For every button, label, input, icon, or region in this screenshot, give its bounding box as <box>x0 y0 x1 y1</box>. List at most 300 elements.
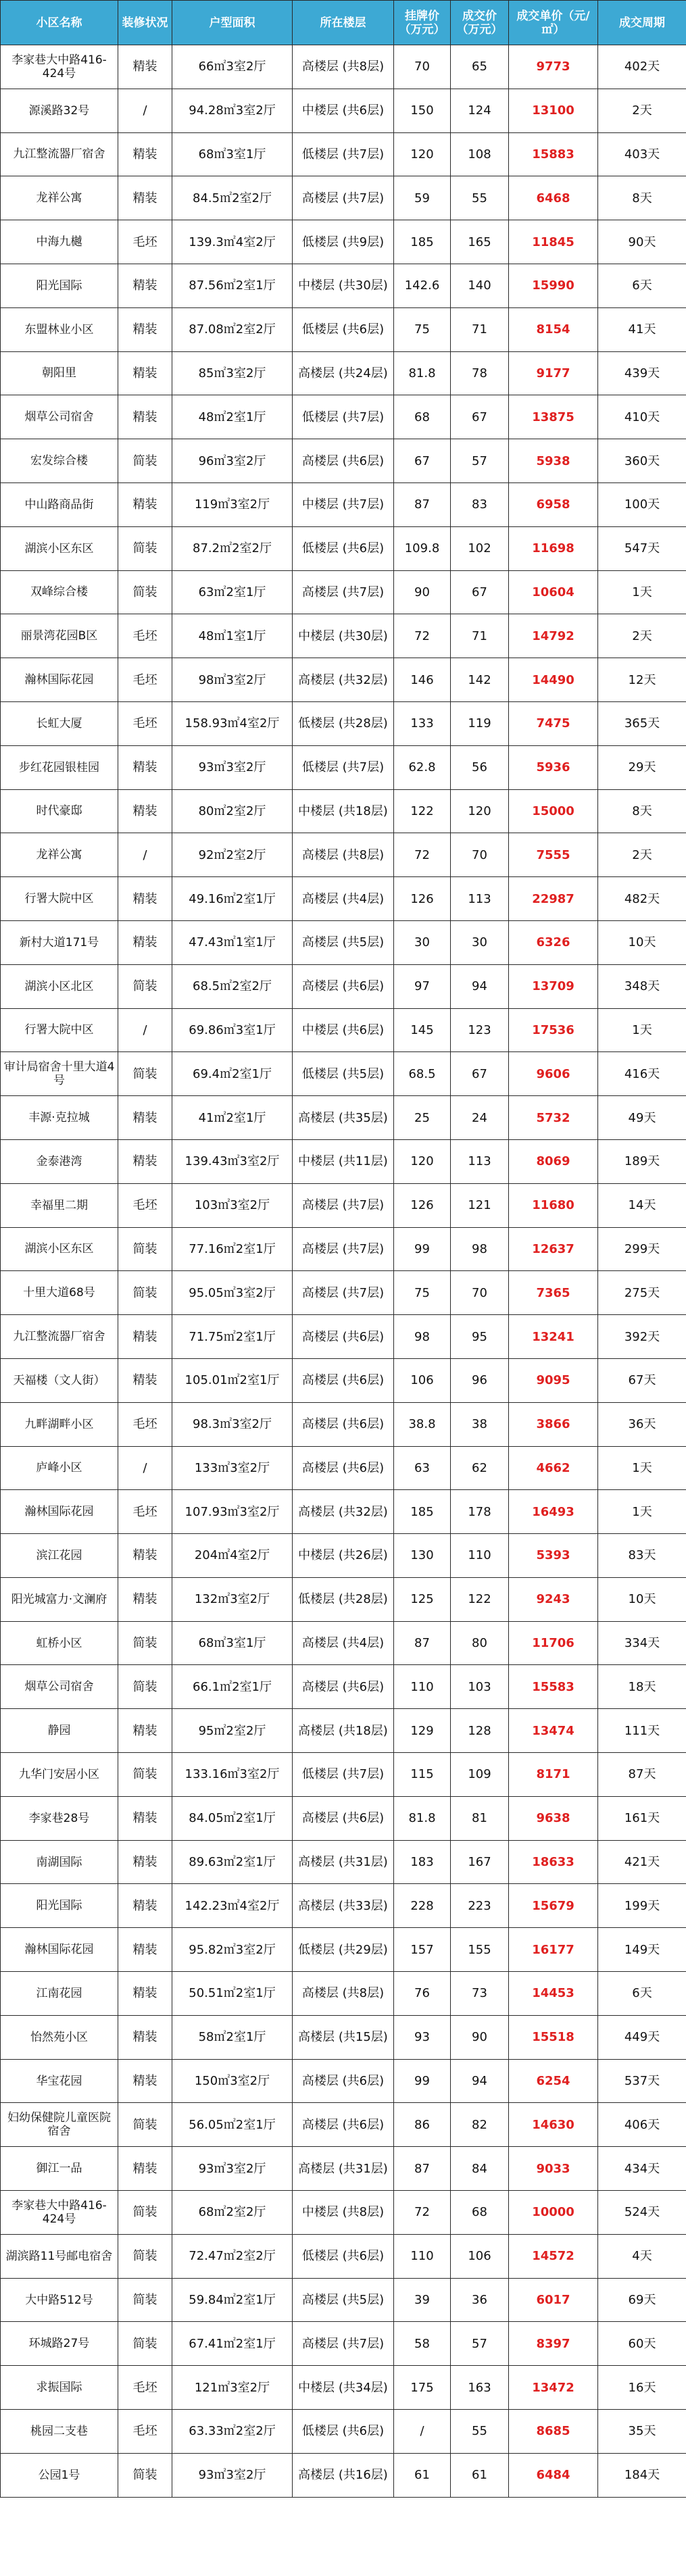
cell-unit-price: 6484 <box>509 2453 598 2497</box>
cell-floor: 高楼层 (共5层) <box>293 920 394 964</box>
table-row <box>1 2015 686 2059</box>
cell-deal-price: 70 <box>451 833 509 877</box>
cell-layout-area: 48㎡1室1厅 <box>172 614 293 658</box>
cell-name: 妇幼保健院儿童医院宿舍 <box>1 2103 118 2147</box>
cell-deal-cycle: 161天 <box>598 1796 686 1840</box>
cell-deal-cycle: 18天 <box>598 1665 686 1709</box>
table-row <box>1 1490 686 1534</box>
cell-deal-price: 120 <box>451 789 509 833</box>
cell-unit-price: 13474 <box>509 1709 598 1753</box>
cell-layout-area: 133㎡3室2厅 <box>172 1446 293 1490</box>
cell-deal-price: 165 <box>451 220 509 264</box>
cell-deal-price: 84 <box>451 2147 509 2191</box>
cell-unit-price: 3866 <box>509 1402 598 1446</box>
cell-deal-price: 80 <box>451 1621 509 1665</box>
cell-deal-price: 24 <box>451 1096 509 1140</box>
cell-deal-cycle: 434天 <box>598 2147 686 2191</box>
cell-deal-price: 67 <box>451 570 509 614</box>
cell-decoration: 简装 <box>118 1621 172 1665</box>
cell-name: 桃园二支巷 <box>1 2410 118 2454</box>
cell-deal-cycle: 67天 <box>598 1358 686 1402</box>
cell-floor: 中楼层 (共26层) <box>293 1534 394 1578</box>
cell-layout-area: 68㎡2室2厅 <box>172 2191 293 2235</box>
cell-layout-area: 49.16㎡2室1厅 <box>172 877 293 921</box>
cell-layout-area: 93㎡3室2厅 <box>172 2147 293 2191</box>
table-row <box>1 1096 686 1140</box>
cell-name: 丽景湾花园B区 <box>1 614 118 658</box>
cell-list-price: 30 <box>394 920 451 964</box>
cell-deal-cycle: 439天 <box>598 351 686 395</box>
cell-decoration: 简装 <box>118 2191 172 2235</box>
cell-decoration: 精装 <box>118 1534 172 1578</box>
cell-floor: 高楼层 (共24层) <box>293 351 394 395</box>
cell-list-price: / <box>394 2410 451 2454</box>
cell-name: 双峰综合楼 <box>1 570 118 614</box>
cell-decoration: 精装 <box>118 395 172 439</box>
cell-deal-cycle: 10天 <box>598 1577 686 1621</box>
cell-layout-area: 105.01㎡2室1厅 <box>172 1358 293 1402</box>
cell-deal-price: 163 <box>451 2366 509 2410</box>
cell-name: 静园 <box>1 1709 118 1753</box>
cell-list-price: 125 <box>394 1577 451 1621</box>
cell-deal-cycle: 537天 <box>598 2059 686 2103</box>
table-row <box>1 439 686 483</box>
cell-layout-area: 72.47㎡2室2厅 <box>172 2234 293 2278</box>
cell-deal-price: 67 <box>451 395 509 439</box>
cell-deal-cycle: 111天 <box>598 1709 686 1753</box>
cell-layout-area: 59.84㎡2室1厅 <box>172 2278 293 2322</box>
cell-decoration: 精装 <box>118 1840 172 1884</box>
cell-unit-price: 13100 <box>509 89 598 132</box>
cell-unit-price: 7555 <box>509 833 598 877</box>
cell-name: 长虹大厦 <box>1 701 118 745</box>
cell-decoration: 精装 <box>118 1709 172 1753</box>
table-row <box>1 1577 686 1621</box>
cell-unit-price: 8397 <box>509 2322 598 2366</box>
table-row <box>1 45 686 89</box>
table-row <box>1 964 686 1008</box>
cell-floor: 高楼层 (共6层) <box>293 1665 394 1709</box>
table-row <box>1 570 686 614</box>
cell-unit-price: 15000 <box>509 789 598 833</box>
table-row <box>1 526 686 570</box>
cell-deal-cycle: 410天 <box>598 395 686 439</box>
cell-unit-price: 13472 <box>509 2366 598 2410</box>
cell-unit-price: 8154 <box>509 307 598 351</box>
cell-list-price: 157 <box>394 1928 451 1972</box>
cell-decoration: 简装 <box>118 439 172 483</box>
cell-list-price: 59 <box>394 176 451 220</box>
cell-layout-area: 71.75㎡2室1厅 <box>172 1315 293 1359</box>
cell-deal-cycle: 416天 <box>598 1052 686 1096</box>
cell-list-price: 185 <box>394 220 451 264</box>
table-row <box>1 2147 686 2191</box>
cell-unit-price: 15518 <box>509 2015 598 2059</box>
cell-name: 瀚林国际花园 <box>1 1928 118 1972</box>
cell-deal-price: 38 <box>451 1402 509 1446</box>
cell-deal-price: 113 <box>451 1139 509 1183</box>
cell-deal-cycle: 392天 <box>598 1315 686 1359</box>
table-row <box>1 2234 686 2278</box>
cell-list-price: 110 <box>394 2234 451 2278</box>
cell-layout-area: 95.82㎡3室2厅 <box>172 1928 293 1972</box>
cell-floor: 高楼层 (共8层) <box>293 833 394 877</box>
cell-name: 李家巷大中路416-424号 <box>1 45 118 89</box>
cell-layout-area: 95.05㎡3室2厅 <box>172 1271 293 1315</box>
cell-unit-price: 15883 <box>509 132 598 176</box>
cell-unit-price: 5732 <box>509 1096 598 1140</box>
cell-deal-price: 223 <box>451 1884 509 1928</box>
cell-deal-price: 108 <box>451 132 509 176</box>
cell-floor: 低楼层 (共7层) <box>293 745 394 789</box>
cell-deal-cycle: 1天 <box>598 1446 686 1490</box>
cell-floor: 中楼层 (共34层) <box>293 2366 394 2410</box>
cell-list-price: 25 <box>394 1096 451 1140</box>
cell-deal-price: 57 <box>451 439 509 483</box>
cell-decoration: 精装 <box>118 176 172 220</box>
cell-list-price: 110 <box>394 1665 451 1709</box>
cell-unit-price: 4662 <box>509 1446 598 1490</box>
cell-deal-price: 65 <box>451 45 509 89</box>
cell-decoration: 精装 <box>118 482 172 526</box>
cell-name: 中山路商品街 <box>1 482 118 526</box>
cell-unit-price: 13241 <box>509 1315 598 1359</box>
cell-floor: 高楼层 (共7层) <box>293 176 394 220</box>
cell-layout-area: 87.56㎡2室1厅 <box>172 264 293 307</box>
cell-deal-price: 61 <box>451 2453 509 2497</box>
cell-deal-cycle: 87天 <box>598 1753 686 1797</box>
cell-list-price: 76 <box>394 1972 451 2016</box>
cell-floor: 高楼层 (共7层) <box>293 570 394 614</box>
cell-layout-area: 133.16㎡3室2厅 <box>172 1753 293 1797</box>
cell-deal-cycle: 334天 <box>598 1621 686 1665</box>
cell-layout-area: 150㎡3室2厅 <box>172 2059 293 2103</box>
cell-list-price: 106 <box>394 1358 451 1402</box>
cell-name: 瀚林国际花园 <box>1 658 118 702</box>
cell-layout-area: 63.33㎡2室2厅 <box>172 2410 293 2454</box>
cell-unit-price: 9033 <box>509 2147 598 2191</box>
cell-deal-price: 155 <box>451 1928 509 1972</box>
table-row <box>1 1446 686 1490</box>
cell-floor: 高楼层 (共4层) <box>293 1621 394 1665</box>
cell-unit-price: 15679 <box>509 1884 598 1928</box>
cell-unit-price: 12637 <box>509 1227 598 1271</box>
cell-list-price: 87 <box>394 2147 451 2191</box>
cell-layout-area: 48㎡2室1厅 <box>172 395 293 439</box>
cell-list-price: 97 <box>394 964 451 1008</box>
cell-deal-cycle: 8天 <box>598 176 686 220</box>
table-row <box>1 351 686 395</box>
cell-layout-area: 50.51㎡2室1厅 <box>172 1972 293 2016</box>
cell-floor: 中楼层 (共6层) <box>293 1008 394 1052</box>
cell-deal-cycle: 16天 <box>598 2366 686 2410</box>
cell-list-price: 185 <box>394 1490 451 1534</box>
table-row <box>1 395 686 439</box>
cell-list-price: 142.6 <box>394 264 451 307</box>
cell-list-price: 72 <box>394 614 451 658</box>
cell-list-price: 99 <box>394 1227 451 1271</box>
table-row <box>1 1183 686 1227</box>
cell-unit-price: 18633 <box>509 1840 598 1884</box>
cell-floor: 高楼层 (共6层) <box>293 439 394 483</box>
cell-list-price: 126 <box>394 1183 451 1227</box>
cell-layout-area: 142.23㎡4室2厅 <box>172 1884 293 1928</box>
cell-deal-price: 124 <box>451 89 509 132</box>
cell-name: 求振国际 <box>1 2366 118 2410</box>
cell-deal-price: 36 <box>451 2278 509 2322</box>
cell-unit-price: 13875 <box>509 395 598 439</box>
cell-deal-price: 102 <box>451 526 509 570</box>
cell-decoration: 简装 <box>118 2234 172 2278</box>
cell-unit-price: 11698 <box>509 526 598 570</box>
cell-floor: 中楼层 (共11层) <box>293 1139 394 1183</box>
cell-list-price: 67 <box>394 439 451 483</box>
cell-decoration: 精装 <box>118 132 172 176</box>
cell-layout-area: 85㎡3室2厅 <box>172 351 293 395</box>
cell-floor: 高楼层 (共5层) <box>293 2278 394 2322</box>
cell-floor: 低楼层 (共6层) <box>293 2234 394 2278</box>
cell-unit-price: 14630 <box>509 2103 598 2147</box>
cell-decoration: / <box>118 1008 172 1052</box>
cell-deal-cycle: 365天 <box>598 701 686 745</box>
cell-deal-cycle: 189天 <box>598 1139 686 1183</box>
cell-list-price: 133 <box>394 701 451 745</box>
cell-deal-price: 57 <box>451 2322 509 2366</box>
cell-name: 湖滨小区北区 <box>1 964 118 1008</box>
cell-floor: 高楼层 (共6层) <box>293 1402 394 1446</box>
table-row <box>1 1534 686 1578</box>
cell-list-price: 87 <box>394 482 451 526</box>
cell-layout-area: 96㎡3室2厅 <box>172 439 293 483</box>
cell-deal-price: 103 <box>451 1665 509 1709</box>
cell-decoration: 简装 <box>118 1271 172 1315</box>
cell-deal-cycle: 29天 <box>598 745 686 789</box>
cell-layout-area: 98.3㎡3室2厅 <box>172 1402 293 1446</box>
cell-name: 九畔湖畔小区 <box>1 1402 118 1446</box>
table-row <box>1 482 686 526</box>
cell-name: 李家巷大中路416-424号 <box>1 2191 118 2235</box>
cell-layout-area: 56.05㎡2室1厅 <box>172 2103 293 2147</box>
cell-deal-cycle: 524天 <box>598 2191 686 2235</box>
cell-name: 御江一品 <box>1 2147 118 2191</box>
cell-name: 龙祥公寓 <box>1 833 118 877</box>
cell-layout-area: 63㎡2室1厅 <box>172 570 293 614</box>
cell-deal-cycle: 35天 <box>598 2410 686 2454</box>
cell-unit-price: 6326 <box>509 920 598 964</box>
cell-deal-price: 94 <box>451 964 509 1008</box>
cell-unit-price: 9773 <box>509 45 598 89</box>
cell-name: 九江整流器厂宿舍 <box>1 132 118 176</box>
cell-deal-cycle: 60天 <box>598 2322 686 2366</box>
cell-decoration: 简装 <box>118 570 172 614</box>
cell-layout-area: 69.86㎡3室1厅 <box>172 1008 293 1052</box>
cell-list-price: 228 <box>394 1884 451 1928</box>
cell-list-price: 183 <box>394 1840 451 1884</box>
table-row <box>1 220 686 264</box>
cell-layout-area: 139.43㎡3室2厅 <box>172 1139 293 1183</box>
cell-list-price: 72 <box>394 833 451 877</box>
cell-name: 行署大院中区 <box>1 1008 118 1052</box>
table-row <box>1 2322 686 2366</box>
col-header-list-price: 挂牌价（万元） <box>394 1 451 45</box>
table-row <box>1 1665 686 1709</box>
table-row <box>1 1052 686 1096</box>
cell-decoration: 精装 <box>118 789 172 833</box>
cell-floor: 高楼层 (共7层) <box>293 1271 394 1315</box>
cell-name: 阳光城富力·文澜府 <box>1 1577 118 1621</box>
cell-name: 湖滨小区东区 <box>1 1227 118 1271</box>
cell-name: 公园1号 <box>1 2453 118 2497</box>
cell-list-price: 75 <box>394 1271 451 1315</box>
cell-deal-price: 30 <box>451 920 509 964</box>
cell-layout-area: 132㎡3室2厅 <box>172 1577 293 1621</box>
cell-floor: 低楼层 (共29层) <box>293 1928 394 1972</box>
cell-deal-cycle: 100天 <box>598 482 686 526</box>
cell-layout-area: 58㎡2室1厅 <box>172 2015 293 2059</box>
cell-layout-area: 93㎡3室2厅 <box>172 745 293 789</box>
cell-name: 审计局宿舍十里大道4号 <box>1 1052 118 1096</box>
cell-layout-area: 87.08㎡2室2厅 <box>172 307 293 351</box>
cell-name: 江南花园 <box>1 1972 118 2016</box>
cell-deal-cycle: 90天 <box>598 220 686 264</box>
cell-decoration: 精装 <box>118 1928 172 1972</box>
cell-decoration: 精装 <box>118 1884 172 1928</box>
cell-layout-area: 92㎡2室2厅 <box>172 833 293 877</box>
cell-name: 虹桥小区 <box>1 1621 118 1665</box>
cell-deal-cycle: 402天 <box>598 45 686 89</box>
cell-list-price: 175 <box>394 2366 451 2410</box>
cell-deal-cycle: 299天 <box>598 1227 686 1271</box>
cell-deal-cycle: 360天 <box>598 439 686 483</box>
cell-unit-price: 22987 <box>509 877 598 921</box>
cell-name: 九华门安居小区 <box>1 1753 118 1797</box>
cell-floor: 高楼层 (共6层) <box>293 1446 394 1490</box>
cell-layout-area: 121㎡3室2厅 <box>172 2366 293 2410</box>
cell-floor: 中楼层 (共8层) <box>293 2191 394 2235</box>
cell-list-price: 120 <box>394 132 451 176</box>
cell-decoration: 精装 <box>118 920 172 964</box>
cell-name: 丰源·克拉城 <box>1 1096 118 1140</box>
cell-layout-area: 95㎡2室2厅 <box>172 1709 293 1753</box>
table-row <box>1 1753 686 1797</box>
cell-deal-price: 55 <box>451 2410 509 2454</box>
cell-name: 环城路27号 <box>1 2322 118 2366</box>
cell-decoration: 毛坯 <box>118 614 172 658</box>
cell-layout-area: 103㎡3室2厅 <box>172 1183 293 1227</box>
cell-unit-price: 7365 <box>509 1271 598 1315</box>
cell-decoration: 精装 <box>118 1796 172 1840</box>
cell-name: 十里大道68号 <box>1 1271 118 1315</box>
cell-name: 华宝花园 <box>1 2059 118 2103</box>
cell-deal-price: 71 <box>451 307 509 351</box>
table-row <box>1 1796 686 1840</box>
cell-decoration: 精装 <box>118 1096 172 1140</box>
cell-deal-cycle: 6天 <box>598 1972 686 2016</box>
cell-unit-price: 8685 <box>509 2410 598 2454</box>
cell-unit-price: 5936 <box>509 745 598 789</box>
cell-floor: 低楼层 (共6层) <box>293 526 394 570</box>
cell-decoration: 简装 <box>118 1665 172 1709</box>
cell-name: 宏发综合楼 <box>1 439 118 483</box>
cell-decoration: 毛坯 <box>118 1490 172 1534</box>
cell-unit-price: 15990 <box>509 264 598 307</box>
cell-name: 源溪路32号 <box>1 89 118 132</box>
cell-floor: 高楼层 (共4层) <box>293 877 394 921</box>
cell-deal-cycle: 8天 <box>598 789 686 833</box>
cell-name: 庐峰小区 <box>1 1446 118 1490</box>
cell-name: 烟草公司宿舍 <box>1 395 118 439</box>
cell-deal-price: 119 <box>451 701 509 745</box>
cell-list-price: 99 <box>394 2059 451 2103</box>
cell-name: 新村大道171号 <box>1 920 118 964</box>
cell-deal-cycle: 1天 <box>598 1490 686 1534</box>
col-header-name: 小区名称 <box>1 1 118 45</box>
cell-floor: 低楼层 (共7层) <box>293 395 394 439</box>
cell-unit-price: 11706 <box>509 1621 598 1665</box>
cell-floor: 高楼层 (共6层) <box>293 1796 394 1840</box>
cell-decoration: 简装 <box>118 1052 172 1096</box>
cell-deal-price: 62 <box>451 1446 509 1490</box>
cell-list-price: 81.8 <box>394 1796 451 1840</box>
cell-name: 时代豪邸 <box>1 789 118 833</box>
cell-deal-cycle: 2天 <box>598 89 686 132</box>
cell-unit-price: 14572 <box>509 2234 598 2278</box>
col-header-unit-price: 成交单价（元/㎡） <box>509 1 598 45</box>
table-row <box>1 2453 686 2497</box>
cell-unit-price: 9177 <box>509 351 598 395</box>
cell-unit-price: 5938 <box>509 439 598 483</box>
table-body <box>1 45 686 2498</box>
cell-layout-area: 68㎡3室1厅 <box>172 1621 293 1665</box>
cell-deal-cycle: 199天 <box>598 1884 686 1928</box>
cell-decoration: 毛坯 <box>118 2366 172 2410</box>
cell-decoration: 毛坯 <box>118 1183 172 1227</box>
cell-deal-cycle: 4天 <box>598 2234 686 2278</box>
cell-deal-price: 95 <box>451 1315 509 1359</box>
cell-list-price: 126 <box>394 877 451 921</box>
cell-layout-area: 66㎡3室2厅 <box>172 45 293 89</box>
cell-floor: 低楼层 (共6层) <box>293 307 394 351</box>
cell-deal-cycle: 83天 <box>598 1534 686 1578</box>
cell-decoration: 毛坯 <box>118 2410 172 2454</box>
cell-deal-price: 123 <box>451 1008 509 1052</box>
cell-list-price: 81.8 <box>394 351 451 395</box>
cell-unit-price: 8171 <box>509 1753 598 1797</box>
cell-name: 大中路512号 <box>1 2278 118 2322</box>
cell-list-price: 129 <box>394 1709 451 1753</box>
table-row <box>1 1139 686 1183</box>
cell-unit-price: 9095 <box>509 1358 598 1402</box>
cell-deal-price: 121 <box>451 1183 509 1227</box>
cell-layout-area: 67.41㎡2室1厅 <box>172 2322 293 2366</box>
cell-floor: 中楼层 (共7层) <box>293 482 394 526</box>
cell-deal-price: 113 <box>451 877 509 921</box>
cell-deal-cycle: 184天 <box>598 2453 686 2497</box>
table-row <box>1 1972 686 2016</box>
cell-name: 天福楼（文人街） <box>1 1358 118 1402</box>
cell-decoration: 简装 <box>118 2103 172 2147</box>
cell-unit-price: 14453 <box>509 1972 598 2016</box>
cell-unit-price: 14490 <box>509 658 598 702</box>
cell-unit-price: 7475 <box>509 701 598 745</box>
cell-name: 中海九樾 <box>1 220 118 264</box>
cell-unit-price: 8069 <box>509 1139 598 1183</box>
cell-layout-area: 80㎡2室2厅 <box>172 789 293 833</box>
cell-decoration: 精装 <box>118 1315 172 1359</box>
cell-unit-price: 9606 <box>509 1052 598 1096</box>
cell-name: 朝阳里 <box>1 351 118 395</box>
cell-decoration: 简装 <box>118 1753 172 1797</box>
